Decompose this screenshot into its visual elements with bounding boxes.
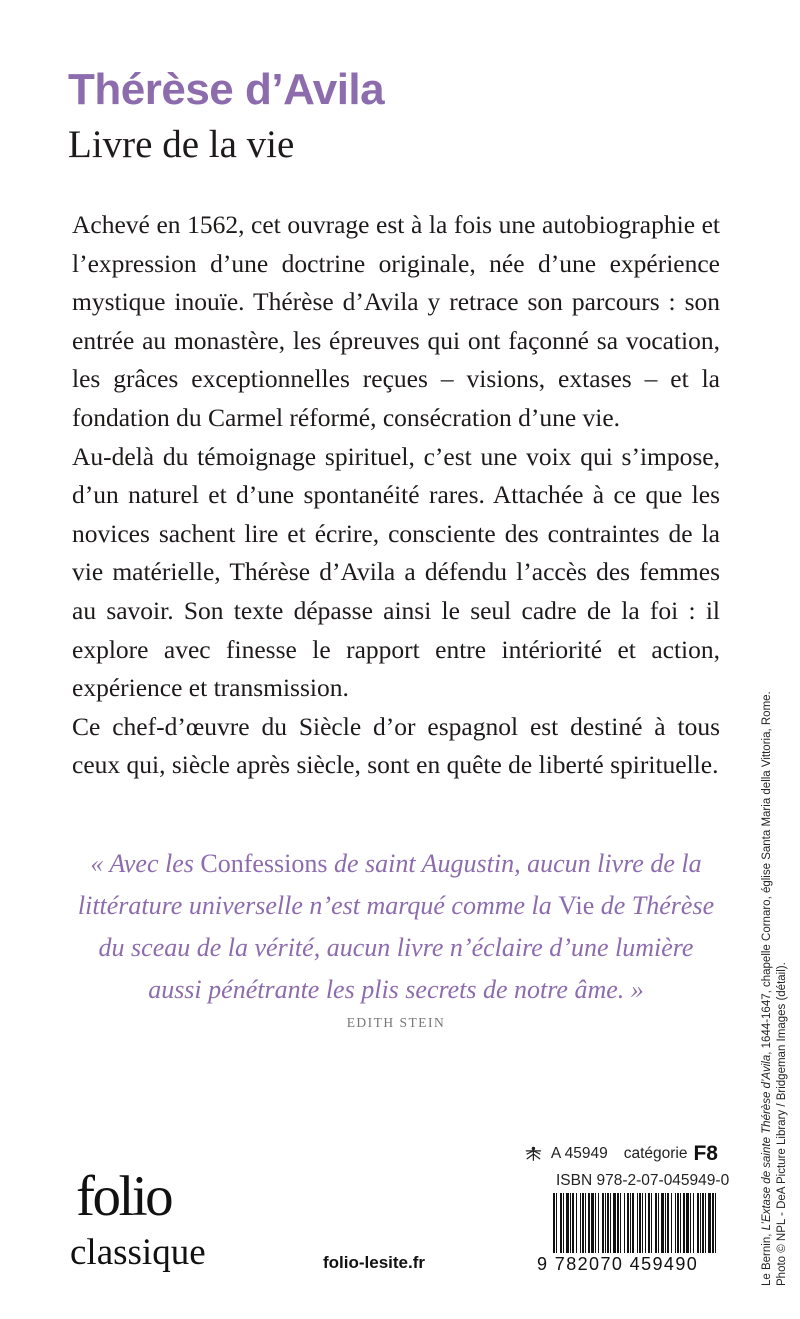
barcode: [552, 1193, 718, 1253]
category-value: F8: [693, 1142, 718, 1165]
barcode-bar: [686, 1193, 689, 1253]
barcode-bar: [637, 1193, 638, 1253]
quote-work-confessions: Confessions: [200, 849, 328, 878]
barcode-bar: [708, 1193, 711, 1253]
barcode-bar: [572, 1193, 574, 1253]
quote-text-1: « Avec les: [90, 849, 201, 878]
folio-logo: folio: [76, 1165, 172, 1228]
barcode-bar: [705, 1193, 706, 1253]
barcode-bar: [553, 1193, 555, 1253]
barcode-bar: [700, 1193, 701, 1253]
barcode-bar: [661, 1193, 664, 1253]
barcode-bar: [582, 1193, 584, 1253]
pull-quote: [72, 843, 720, 1011]
barcode-bar: [697, 1193, 699, 1253]
barcode-bar: [607, 1193, 609, 1253]
reference-number: A 45949: [550, 1145, 608, 1162]
barcode-bar: [648, 1193, 650, 1253]
barcode-bar: [598, 1193, 599, 1253]
barcode-bar: [591, 1193, 594, 1253]
barcode-bar: [639, 1193, 641, 1253]
barcode-bar: [671, 1193, 672, 1253]
quote-work-vie: Vie: [558, 891, 595, 920]
barcode-bar: [658, 1193, 659, 1253]
barcode-bar: [560, 1193, 562, 1253]
barcode-bar: [651, 1193, 652, 1253]
barcode-bar: [665, 1193, 666, 1253]
quote-text-2: de saint Augustin, aucun livre de la littérature universelle n’est marqué comme la: [77, 849, 702, 920]
category-label: catégorie: [623, 1145, 688, 1162]
barcode-bar: [556, 1193, 557, 1253]
barcode-bar: [632, 1193, 634, 1253]
folio-emblem-icon: [524, 1144, 543, 1164]
barcode-bar: [580, 1193, 581, 1253]
barcode-bar: [617, 1193, 619, 1253]
author-name: Thérèse d’Avila: [68, 65, 385, 114]
barcode-bar: [683, 1193, 685, 1253]
barcode-bar: [642, 1193, 643, 1253]
quote-author: EDITH STEIN: [346, 1015, 446, 1030]
barcode-bar: [585, 1193, 586, 1253]
website-link[interactable]: folio-lesite.fr: [323, 1253, 426, 1272]
image-credit: [760, 606, 790, 1286]
product-codes: [550, 1142, 730, 1191]
barcode-bar: [680, 1193, 681, 1253]
quote-text-3: de Thérèse du sceau de la vérité, aucun livre n’éclaire d’une lumière aussi pénétrante les plis secrets de notre âme. »: [98, 891, 715, 1004]
barcode-bar: [602, 1193, 604, 1253]
barcode-bar: [645, 1193, 646, 1253]
barcode-bar: [588, 1193, 590, 1253]
classique-logo: classique: [70, 1232, 206, 1273]
barcode-bar: [693, 1193, 694, 1253]
blurb: [72, 206, 720, 785]
barcode-bar: [630, 1193, 631, 1253]
barcode-bar: [566, 1193, 569, 1253]
barcode-bar: [677, 1193, 679, 1253]
barcode-bar: [655, 1193, 657, 1253]
credit-artist: Le Bernin,: [761, 1230, 773, 1286]
credit-artwork: L’Extase de sainte Thérèse d’Avila: [761, 1054, 773, 1231]
barcode-bar: [605, 1193, 606, 1253]
barcode-bar: [715, 1193, 716, 1253]
blurb-paragraph-3: Ce chef-d’œuvre du Siècle d’or espagnol est destiné à tous ceux qui, siècle après siècle, sont en quête de liberté spirituelle.: [72, 711, 720, 780]
barcode-bar: [570, 1193, 571, 1253]
credit-location: , 1644-1647, chapelle Cornaro, église Santa Maria della Vittoria, Rome.: [761, 691, 773, 1055]
barcode-bar: [613, 1193, 616, 1253]
credit-photo: Photo © NPL - DeA Picture Library / Bridgeman Images (détail).: [776, 962, 788, 1286]
barcode-bar: [667, 1193, 669, 1253]
barcode-bar: [595, 1193, 596, 1253]
barcode-digits: 9 782070 459490: [537, 1254, 699, 1274]
barcode-bar: [620, 1193, 621, 1253]
barcode-bar: [712, 1193, 714, 1253]
barcode-bar: [690, 1193, 691, 1253]
isbn: ISBN 978-2-07-045949-0: [556, 1172, 730, 1189]
barcode-bar: [563, 1193, 564, 1253]
barcode-bar: [675, 1193, 676, 1253]
barcode-bar: [624, 1193, 625, 1253]
barcode-bar: [702, 1193, 704, 1253]
blurb-paragraph-2: Au-delà du témoignage spirituel, c’est une voix qui s’impose, d’un naturel et d’une spontanéité rares. Attachée à ce que les novices sachent lire et écrire, consciente des contraintes de la vie matérielle, Thérèse d’Avila a défendu l’accès des femmes au savoir. Son texte dépasse ainsi le seul cadre de la foi : il explore avec finesse le rapport entre intériorité et action, expérience et transmission.: [72, 441, 720, 703]
barcode-bar: [610, 1193, 611, 1253]
book-title: Livre de la vie: [68, 123, 295, 166]
barcode-bar: [576, 1193, 577, 1253]
barcode-bar: [627, 1193, 629, 1253]
blurb-paragraph-1: Achevé en 1562, cet ouvrage est à la fois une autobiographie et l’expression d’une doctrine originale, née d’une expérience mystique inouïe. Thérèse d’Avila y retrace son parcours : son entrée au monastère, les épreuves qui ont façonné sa vocation, les grâces exceptionnelles reçues – visions, extases – et la fondation du Carmel réformé, consécration d’une vie.: [72, 210, 720, 432]
